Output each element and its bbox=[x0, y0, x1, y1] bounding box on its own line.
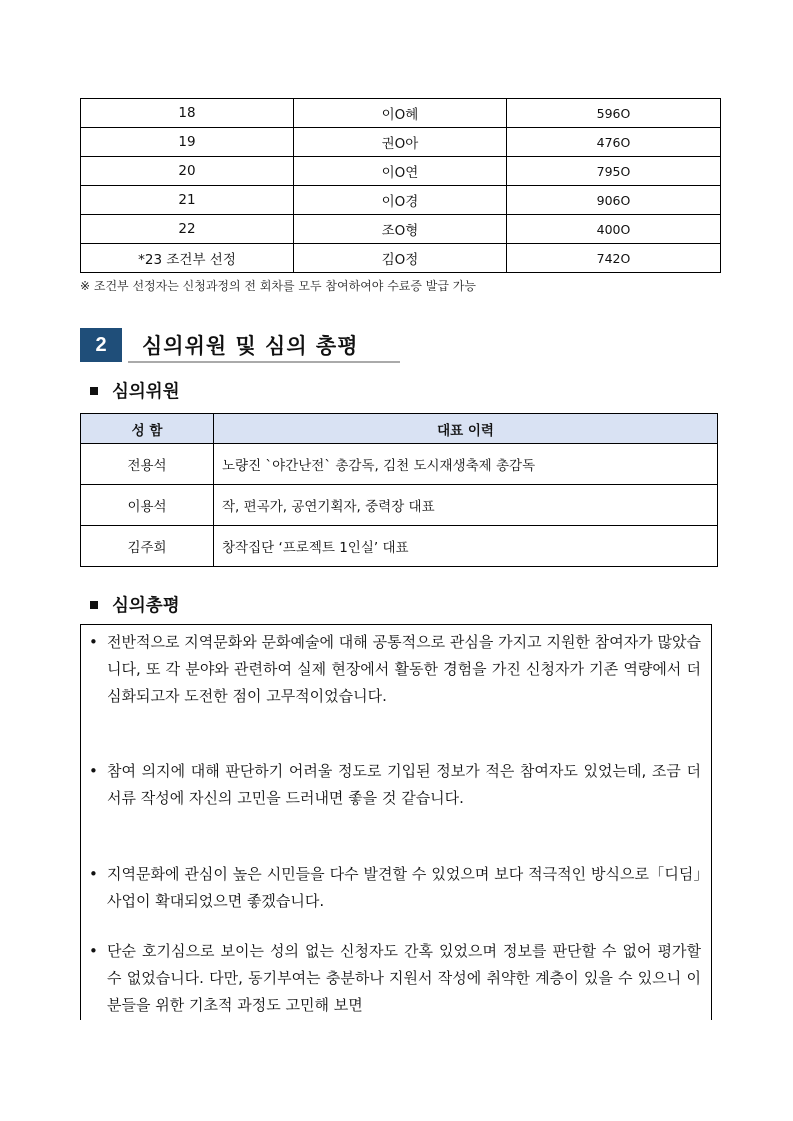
bullet-icon: • bbox=[89, 942, 98, 960]
square-bullet-icon bbox=[90, 601, 98, 609]
member-name: 김주희 bbox=[81, 526, 214, 567]
conditional-note: ※ 조건부 선정자는 신청과정의 전 회차를 모두 참여하여야 수료증 발급 가능 bbox=[80, 279, 476, 293]
applicant-name: 이O연 bbox=[294, 157, 507, 186]
review-heading-label: 심의총평 bbox=[112, 596, 180, 616]
member-name: 이용석 bbox=[81, 485, 214, 526]
review-text: 전반적으로 지역문화와 문화예술에 대해 공통적으로 관심을 가지고 지원한 참여자가 많았습니다, 또 각 분야와 관련하여 실제 현장에서 활동한 경험을 가진 신청자가 기존 역량에서 더 심화되고자 도전한 점이 고무적이었습니다. bbox=[107, 633, 701, 705]
applicant-code: 400O bbox=[507, 215, 721, 244]
result-table bbox=[80, 98, 721, 273]
applicant-code: 906O bbox=[507, 186, 721, 215]
row-number: 19 bbox=[81, 128, 294, 157]
review-text: 단순 호기심으로 보이는 성의 없는 신청자도 간혹 있었으며 정보를 판단할 수 없어 평가할 수 없었습니다. 다만, 동기부여는 충분하나 지원서 작성에 취약한 계층이 있을 수 있으니 이분들을 위한 기초적 과정도 고민해 보면 bbox=[107, 942, 701, 1014]
review-text: 지역문화에 관심이 높은 시민들을 다수 발견할 수 있었으며 보다 적극적인 방식으로「디딤」사업이 확대되었으면 좋겠습니다. bbox=[107, 865, 701, 910]
members-heading bbox=[90, 378, 180, 403]
members-heading-label: 심의위원 bbox=[112, 382, 180, 402]
table-row bbox=[81, 99, 721, 128]
table-row bbox=[81, 157, 721, 186]
section-number: 2 bbox=[80, 328, 122, 362]
review-box bbox=[80, 624, 712, 1020]
row-number: 20 bbox=[81, 157, 294, 186]
list-item bbox=[89, 938, 701, 1019]
square-bullet-icon bbox=[90, 387, 98, 395]
bullet-icon: • bbox=[89, 865, 98, 883]
member-history: 창작집단 ‘프로젝트 1인실’ 대표 bbox=[214, 526, 718, 567]
table-row bbox=[81, 244, 721, 273]
row-number: 22 bbox=[81, 215, 294, 244]
applicant-name: 이O경 bbox=[294, 186, 507, 215]
member-name: 전용석 bbox=[81, 444, 214, 485]
applicant-code: 742O bbox=[507, 244, 721, 273]
members-table bbox=[80, 413, 718, 567]
row-number: *23 조건부 선정 bbox=[81, 244, 294, 273]
table-row bbox=[81, 485, 718, 526]
bullet-icon: • bbox=[89, 762, 98, 780]
row-number: 18 bbox=[81, 99, 294, 128]
list-item bbox=[89, 758, 701, 812]
table-row bbox=[81, 128, 721, 157]
table-header-row bbox=[81, 414, 718, 444]
row-number: 21 bbox=[81, 186, 294, 215]
table-row bbox=[81, 526, 718, 567]
table-row bbox=[81, 215, 721, 244]
header-history: 대표 이력 bbox=[214, 414, 718, 444]
header-name: 성 함 bbox=[81, 414, 214, 444]
section-title: 심의위원 및 심의 총평 bbox=[142, 334, 359, 358]
applicant-code: 476O bbox=[507, 128, 721, 157]
applicant-code: 596O bbox=[507, 99, 721, 128]
review-heading bbox=[90, 592, 180, 617]
applicant-name: 권O아 bbox=[294, 128, 507, 157]
list-item bbox=[89, 861, 701, 915]
applicant-name: 이O혜 bbox=[294, 99, 507, 128]
table-row bbox=[81, 186, 721, 215]
bullet-icon: • bbox=[89, 633, 98, 651]
applicant-name: 김O정 bbox=[294, 244, 507, 273]
table-row bbox=[81, 444, 718, 485]
applicant-code: 795O bbox=[507, 157, 721, 186]
section-underline bbox=[128, 361, 400, 363]
review-text: 참여 의지에 대해 판단하기 어려울 정도로 기입된 정보가 적은 참여자도 있었는데, 조금 더 서류 작성에 자신의 고민을 드러내면 좋을 것 같습니다. bbox=[107, 762, 701, 807]
applicant-name: 조O형 bbox=[294, 215, 507, 244]
member-history: 노량진 `야간난전` 총감독, 김천 도시재생축제 총감독 bbox=[214, 444, 718, 485]
list-item bbox=[89, 629, 701, 710]
member-history: 작, 편곡가, 공연기획자, 중력장 대표 bbox=[214, 485, 718, 526]
